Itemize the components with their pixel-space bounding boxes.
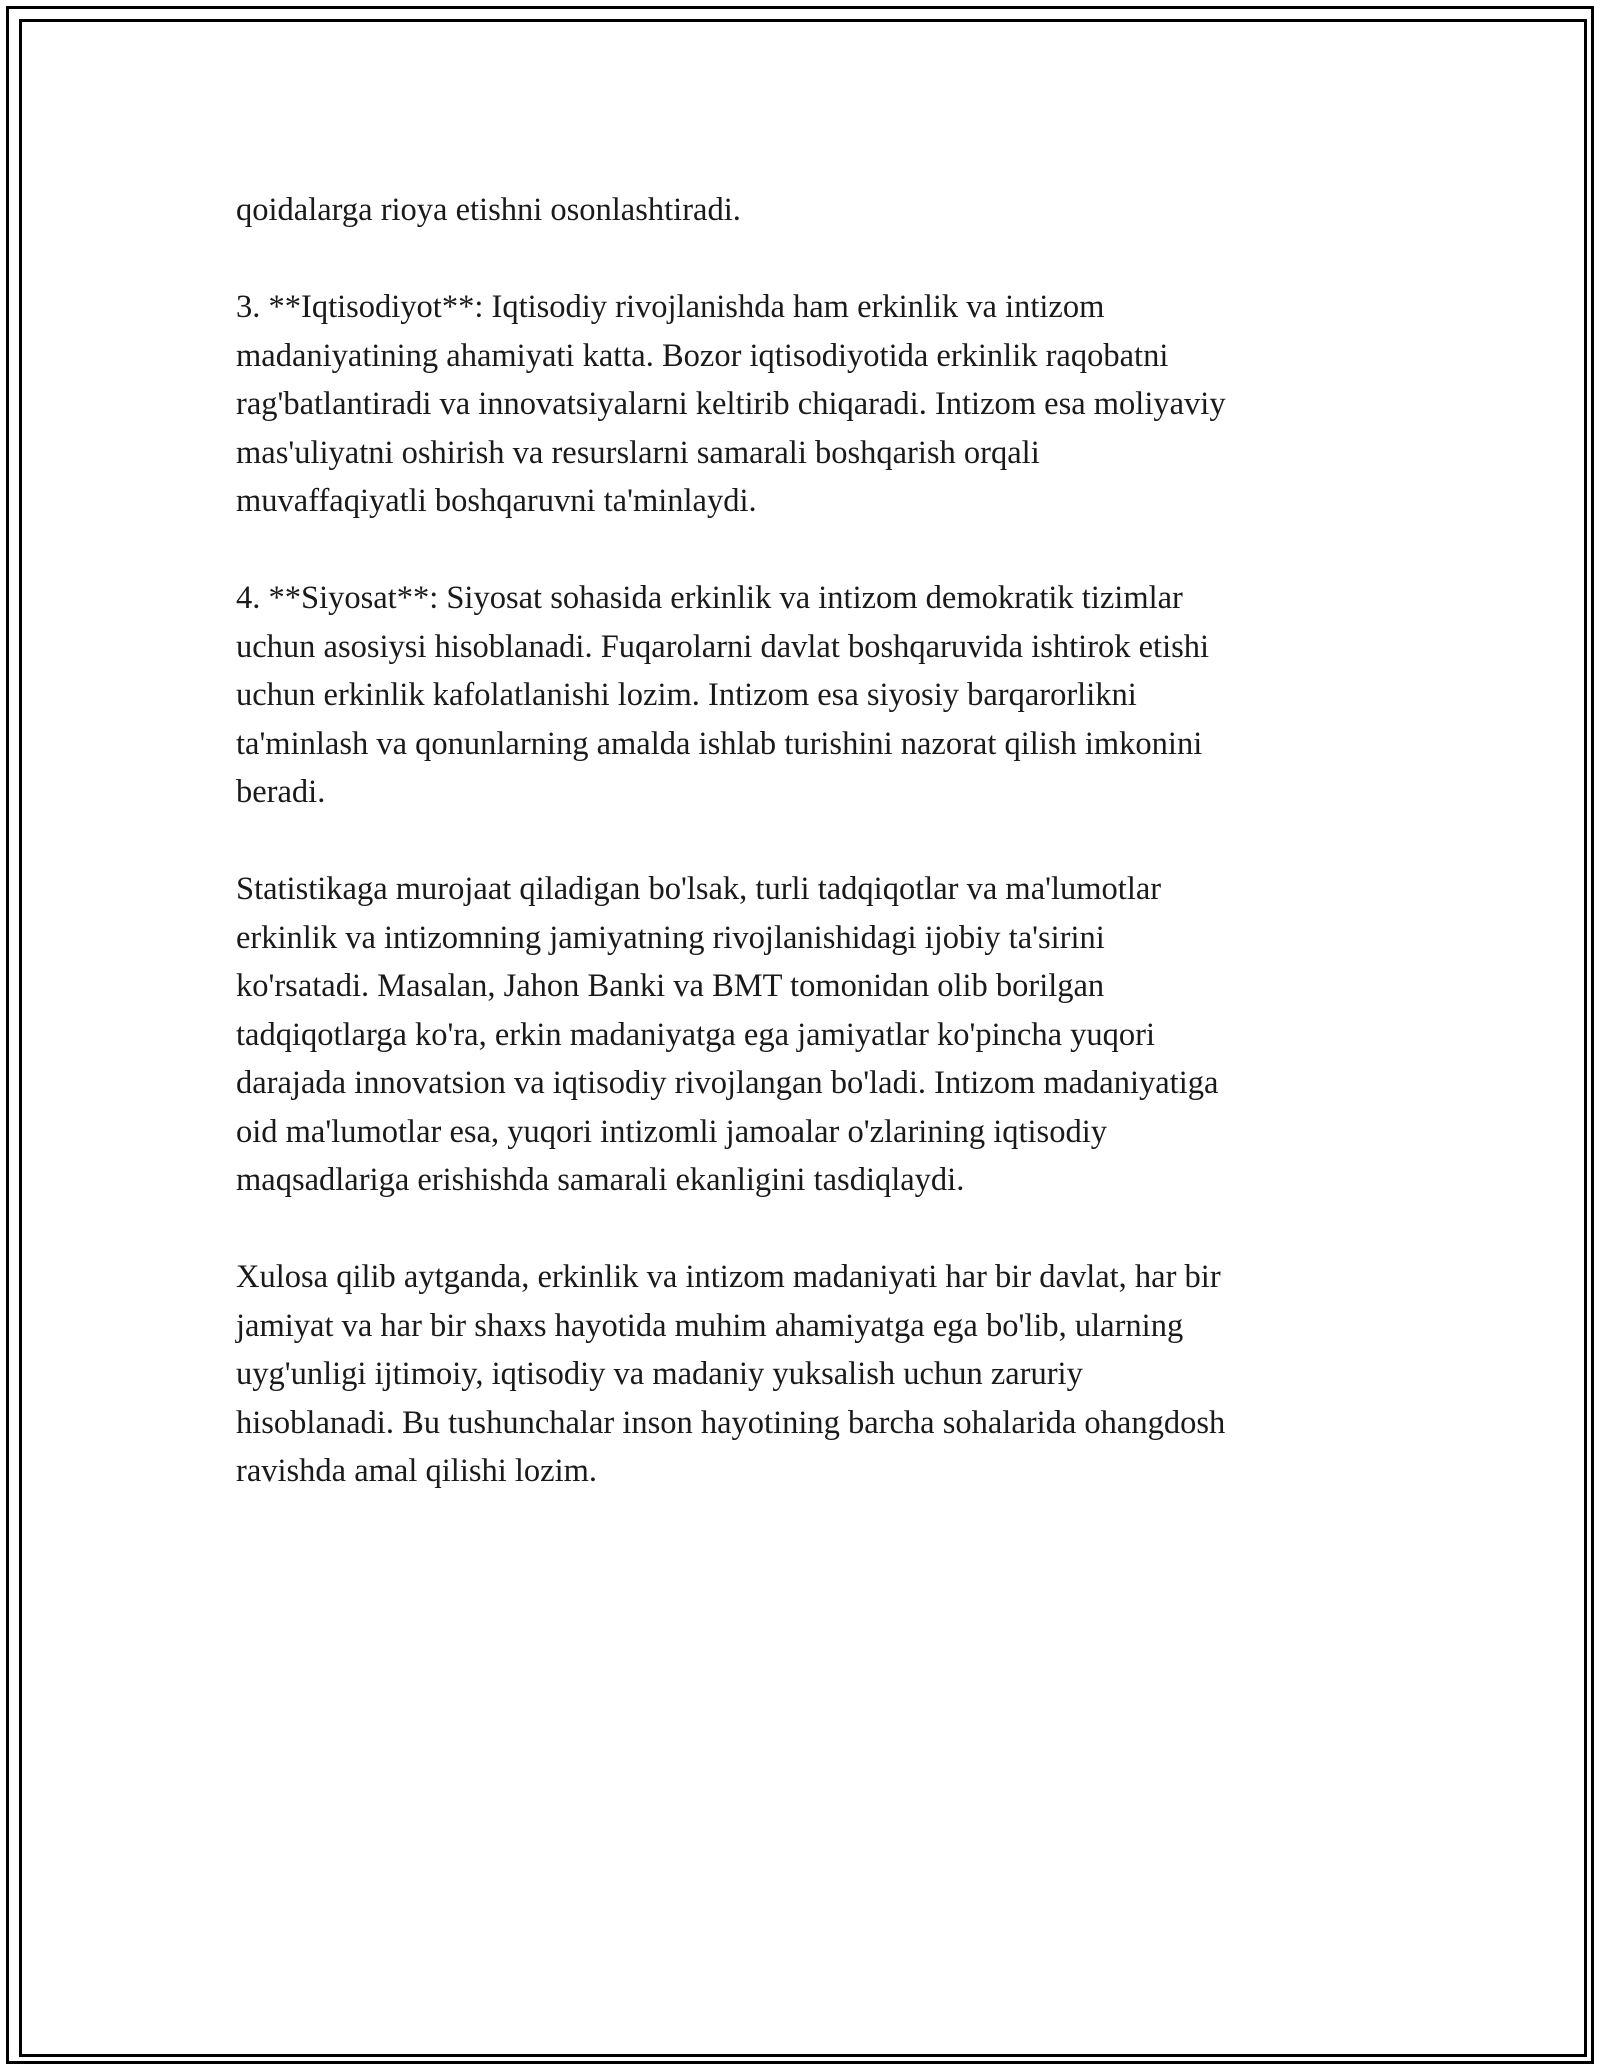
document-body — [236, 186, 1366, 1496]
text-line: ta'minlash va qonunlarning amalda ishlab turishini nazorat qilish imkonini — [236, 725, 1203, 762]
text-line: tadqiqotlarga ko'ra, erkin madaniyatga ega jamiyatlar ko'pincha yuqori — [236, 1016, 1155, 1053]
text-line: darajada innovatsion va iqtisodiy rivojlangan bo'ladi. Intizom madaniyatiga — [236, 1065, 1219, 1101]
text-line: Statistikaga murojaat qiladigan bo'lsak, turli tadqiqotlar va ma'lumotlar — [236, 871, 1162, 907]
text-line: 4. **Siyosat**: Siyosat sohasida erkinlik va intizom demokratik tizimlar — [236, 580, 1183, 616]
paragraph-gap — [236, 1205, 1366, 1254]
text-line: jamiyat va har bir shaxs hayotida muhim ahamiyatga ega bo'lib, ularning — [236, 1307, 1184, 1344]
text-line: 3. **Iqtisodiyot**: Iqtisodiy rivojlanishda ham erkinlik va intizom — [236, 289, 1105, 325]
paragraph-gap — [236, 817, 1366, 866]
text-line: rag'batlantiradi va innovatsiyalarni keltirib chiqaradi. Intizom esa moliyaviy — [236, 386, 1226, 422]
paragraph-gap — [236, 235, 1366, 284]
text-line: muvaffaqiyatli boshqaruvni ta'minlaydi. — [236, 483, 757, 519]
paragraph-politics — [236, 574, 1366, 817]
paragraph-economy — [236, 283, 1366, 526]
text-line: qoidalarga rioya etishni osonlashtiradi. — [236, 192, 741, 228]
text-line: beradi. — [236, 774, 326, 810]
text-line: uchun asosiysi hisoblanadi. Fuqarolarni davlat boshqaruvida ishtirok etishi — [236, 628, 1210, 665]
text-line: madaniyatining ahamiyati katta. Bozor iqtisodiyotida erkinlik raqobatni — [236, 337, 1169, 374]
text-line: uyg'unligi ijtimoiy, iqtisodiy va madaniy yuksalish uchun zaruriy — [236, 1356, 1083, 1392]
text-line: erkinlik va intizomning jamiyatning rivojlanishidagi ijobiy ta'sirini — [236, 919, 1105, 956]
text-line: hisoblanadi. Bu tushunchalar inson hayotining barcha sohalarida ohangdosh — [236, 1404, 1226, 1441]
text-line: mas'uliyatni oshirish va resurslarni samarali boshqarish orqali — [236, 434, 1040, 471]
text-line: ravishda amal qilishi lozim. — [236, 1453, 598, 1489]
text-line: ko'rsatadi. Masalan, Jahon Banki va BMT tomonidan olib borilgan — [236, 968, 1105, 1004]
text-line: uchun erkinlik kafolatlanishi lozim. Intizom esa siyosiy barqarorlikni — [236, 677, 1137, 713]
text-line: maqsadlariga erishishda samarali ekanligini tasdiqlaydi. — [236, 1162, 965, 1198]
text-line: Xulosa qilib aytganda, erkinlik va intizom madaniyati har bir davlat, har bir — [236, 1259, 1221, 1295]
paragraph-statistics — [236, 865, 1366, 1205]
text-line: oid ma'lumotlar esa, yuqori intizomli jamoalar o'zlarining iqtisodiy — [236, 1113, 1107, 1150]
paragraph-continuation — [236, 186, 1366, 235]
paragraph-conclusion — [236, 1253, 1366, 1496]
paragraph-gap — [236, 526, 1366, 575]
